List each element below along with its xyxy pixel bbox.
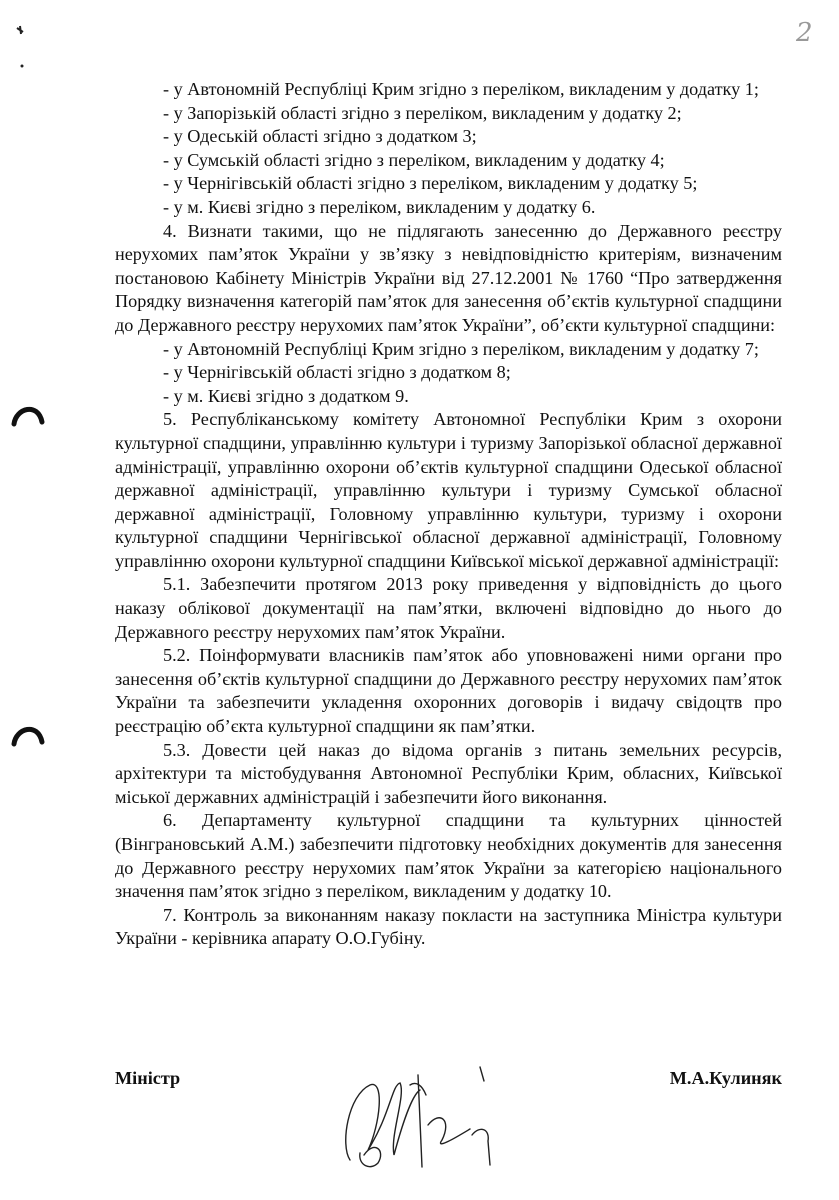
page-number: 2 [796, 18, 813, 48]
signatory-title: Міністр [115, 1068, 181, 1088]
signatory-name: М.А.Кулиняк [669, 1068, 782, 1088]
paragraph: 5.1. Забезпечити протягом 2013 року приведення у відповідність до цього наказу облікової документації на пам’ятки, включені відповідно до нього до Державного реєстру нерухомих пам’яток України. [115, 574, 782, 642]
paragraph: - у м. Києві згідно з переліком, викладеним у додатку 6. [163, 196, 596, 217]
paragraph: - у Автономній Республіці Крим згідно з переліком, викладеним у додатку 7; [163, 338, 759, 359]
paragraph: 5. Республіканському комітету Автономної Республіки Крим з охорони культурної спадщини, управлінню культури і туризму Запорізької обласної державної адміністрації, управлінню охорони об’єктів культурної спадщини Одеської обласної державної адміністрації, управлінню культури і туризму Сумської обласної державної адміністрації, Головному управлінню культури, туризму і охорони культурної спадщини Чернігівської обласної державної адміністрації, Головному управлінню охорони культурної спадщини Київської міської державної адміністрації: [115, 409, 782, 571]
binder-hole-mark-1 [10, 398, 46, 428]
paragraph: - у Запорізькій області згідно з переліком, викладеним у додатку 2; [163, 102, 682, 123]
paragraph: - у Сумській області згідно з переліком, викладеним у додатку 4; [163, 149, 665, 170]
paragraph: 4. Визнати такими, що не підлягають занесенню до Державного реєстру нерухомих пам’яток України у зв’язку з невідповідністю критеріям, визначеним постановою Кабінету Міністрів України від 27.12.2001 № 1760 “Про затвердження Порядку визначення категорій пам’яток для занесення об’єктів культурної спадщини до Державного реєстру нерухомих пам’яток України”, об’єкти культурної спадщини: [115, 220, 782, 335]
paragraph: - у м. Києві згідно з додатком 9. [163, 385, 409, 406]
binder-hole-mark-2 [10, 718, 46, 748]
paragraph: 7. Контроль за виконанням наказу покласти на заступника Міністра культури України - керівника апарату О.О.Губіну. [115, 904, 782, 949]
paragraph: - у Чернігівській області згідно з додатком 8; [163, 362, 511, 383]
paragraph: 6. Департаменту культурної спадщини та культурних цінностей (Вінграновський А.М.) забезпечити підготовку необхідних документів для занесення до Державного реєстру нерухомих пам’яток України за категорією національного значення пам’яток згідно з переліком, викладеним у додатку 10. [115, 810, 782, 902]
scan-mark-top-left [14, 22, 28, 72]
paragraph: - у Автономній Республіці Крим згідно з переліком, викладеним у додатку 1; [163, 79, 759, 99]
paragraph: - у Одеській області згідно з додатком 3; [163, 126, 477, 147]
document-body [115, 78, 782, 951]
handwritten-signature [330, 1055, 510, 1175]
paragraph: 5.2. Поінформувати власників пам’яток або уповноважені ними органи про занесення об’єктів культурної спадщини до Державного реєстру нерухомих пам’яток України та забезпечити укладення охоронних договорів і видачу свідоцтв про реєстрацію об’єкта культурної спадщини як пам’ятки. [115, 645, 782, 737]
paragraph: - у Чернігівській області згідно з переліком, викладеним у додатку 5; [163, 173, 698, 194]
paragraph: 5.3. Довести цей наказ до відома органів з питань земельних ресурсів, архітектури та містобудування Автономної Республіки Крим, обласних, Київської міської державних адміністрацій і забезпечити його виконання. [115, 739, 782, 807]
